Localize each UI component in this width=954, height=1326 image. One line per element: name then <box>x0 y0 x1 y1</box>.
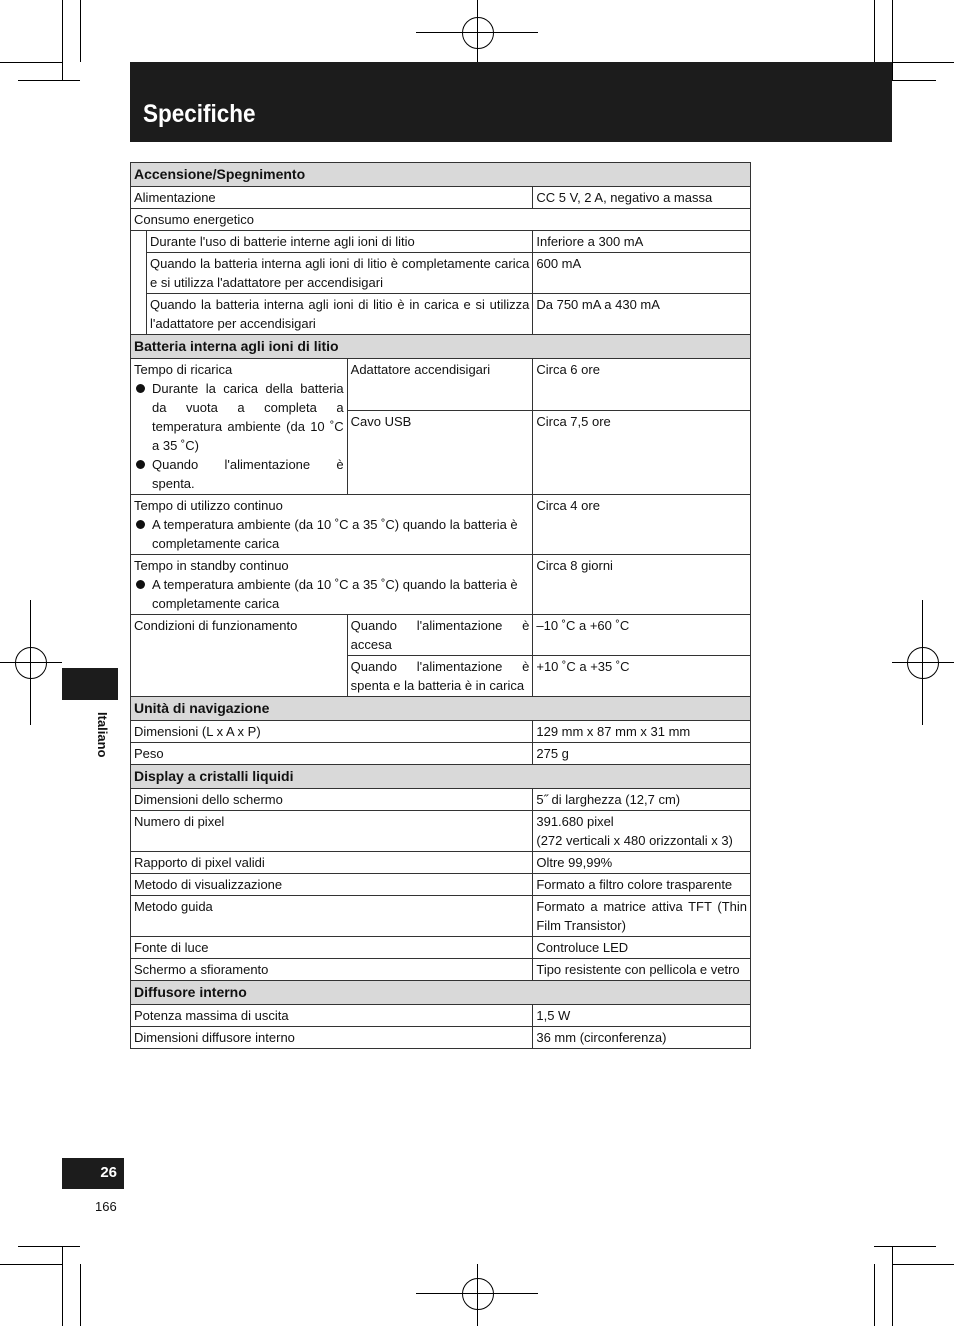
table-row <box>131 1027 751 1049</box>
table-row <box>131 231 751 253</box>
page-number-box <box>62 1158 124 1189</box>
spec-value: Formato a filtro colore trasparente <box>533 874 751 896</box>
spec-value: –10 ˚C a +60 ˚C <box>533 615 751 656</box>
pixel-count: 391.680 pixel <box>536 814 614 829</box>
spec-label <box>131 359 348 495</box>
spec-label <box>131 495 533 555</box>
spec-label: Quando la batteria interna agli ioni di litio è completamente carica e si utilizza l'adattatore per accendisigari <box>146 253 532 294</box>
continuo-label: Tempo di utilizzo continuo <box>134 498 283 513</box>
spec-value: Tipo resistente con pellicola e vetro <box>533 959 751 981</box>
spec-value: Circa 6 ore <box>533 359 751 411</box>
spec-label: Schermo a sfioramento <box>131 959 533 981</box>
spec-label: Fonte di luce <box>131 937 533 959</box>
table-row <box>131 937 751 959</box>
table-row <box>131 1005 751 1027</box>
page-number: 26 <box>100 1164 117 1181</box>
bullet-note: A temperatura ambiente (da 10 ˚C a 35 ˚C) quando la batteria è completamente carica <box>134 575 529 613</box>
section-header-row <box>131 981 751 1005</box>
spec-value: Circa 7,5 ore <box>533 411 751 495</box>
table-row <box>131 874 751 896</box>
spec-label: Dimensioni (L x A x P) <box>131 721 533 743</box>
spec-label: Condizioni di funzionamento <box>131 615 348 697</box>
section-nav-header: Unità di navigazione <box>131 697 751 721</box>
spec-label: Metodo guida <box>131 896 533 937</box>
spec-sublabel: Adattatore accendisigari <box>347 359 533 411</box>
spec-label: Dimensioni diffusore interno <box>131 1027 533 1049</box>
section-header-row <box>131 697 751 721</box>
table-row <box>131 896 751 937</box>
spec-sublabel: Quando l'alimentazione è spenta e la batteria è in carica <box>347 656 533 697</box>
table-row <box>131 209 751 231</box>
page-title: Specifiche <box>143 100 256 128</box>
spec-value: 275 g <box>533 743 751 765</box>
bullet-note: Quando l'alimentazione è spenta. <box>134 455 344 493</box>
spec-label: Potenza massima di uscita <box>131 1005 533 1027</box>
language-tab <box>62 668 118 700</box>
spec-value: Da 750 mA a 430 mA <box>533 294 751 335</box>
spec-value: 36 mm (circonferenza) <box>533 1027 751 1049</box>
spec-sublabel: Quando l'alimentazione è accesa <box>347 615 533 656</box>
ricarica-label: Tempo di ricarica <box>134 362 233 377</box>
spec-label: Durante l'uso di batterie interne agli ioni di litio <box>146 231 532 253</box>
table-row <box>131 187 751 209</box>
section-power-header: Accensione/Spegnimento <box>131 163 751 187</box>
table-row <box>131 615 751 656</box>
spec-label: Dimensioni dello schermo <box>131 789 533 811</box>
section-battery-header: Batteria interna agli ioni di litio <box>131 335 751 359</box>
spec-value: Circa 8 giorni <box>533 555 751 615</box>
spec-label <box>131 555 533 615</box>
table-row <box>131 852 751 874</box>
indent-cell <box>131 231 147 335</box>
spec-value: 129 mm x 87 mm x 31 mm <box>533 721 751 743</box>
spec-value: Formato a matrice attiva TFT (Thin Film Transistor) <box>533 896 751 937</box>
spec-label: Rapporto di pixel validi <box>131 852 533 874</box>
spec-value: Controluce LED <box>533 937 751 959</box>
table-row <box>131 721 751 743</box>
spec-sublabel: Cavo USB <box>347 411 533 495</box>
table-row <box>131 253 751 294</box>
spec-label: Quando la batteria interna agli ioni di litio è in carica e si utilizza l'adattatore per accendisigari <box>146 294 532 335</box>
table-row <box>131 294 751 335</box>
spec-value: +10 ˚C a +35 ˚C <box>533 656 751 697</box>
table-row <box>131 495 751 555</box>
spec-value: Circa 4 ore <box>533 495 751 555</box>
spec-label: Peso <box>131 743 533 765</box>
table-row <box>131 959 751 981</box>
spec-value: 1,5 W <box>533 1005 751 1027</box>
standby-label: Tempo in standby continuo <box>134 558 289 573</box>
spec-value: CC 5 V, 2 A, negativo a massa <box>533 187 751 209</box>
table-row <box>131 743 751 765</box>
sub-page-number: 166 <box>95 1199 117 1214</box>
spec-value <box>533 811 751 852</box>
table-row <box>131 811 751 852</box>
bullet-note: A temperatura ambiente (da 10 ˚C a 35 ˚C) quando la batteria è completamente carica <box>134 515 529 553</box>
table-row <box>131 359 751 411</box>
spec-value: Inferiore a 300 mA <box>533 231 751 253</box>
title-bar <box>130 62 892 142</box>
section-lcd-header: Display a cristalli liquidi <box>131 765 751 789</box>
spec-label: Consumo energetico <box>131 209 751 231</box>
pixel-detail: (272 verticali x 480 orizzontali x 3) <box>536 833 733 848</box>
spec-value: 5˝ di larghezza (12,7 cm) <box>533 789 751 811</box>
spec-value: Oltre 99,99% <box>533 852 751 874</box>
section-header-row <box>131 163 751 187</box>
spec-value: 600 mA <box>533 253 751 294</box>
spec-label: Alimentazione <box>131 187 533 209</box>
spec-label: Numero di pixel <box>131 811 533 852</box>
spec-table <box>130 162 751 1049</box>
language-label: Italiano <box>95 712 110 758</box>
table-row <box>131 555 751 615</box>
spec-label: Metodo di visualizzazione <box>131 874 533 896</box>
bullet-note: Durante la carica della batteria da vuota a completa a temperatura ambiente (da 10 ˚C a 35 ˚C) <box>134 379 344 455</box>
section-header-row <box>131 765 751 789</box>
section-speaker-header: Diffusore interno <box>131 981 751 1005</box>
table-row <box>131 789 751 811</box>
section-header-row <box>131 335 751 359</box>
